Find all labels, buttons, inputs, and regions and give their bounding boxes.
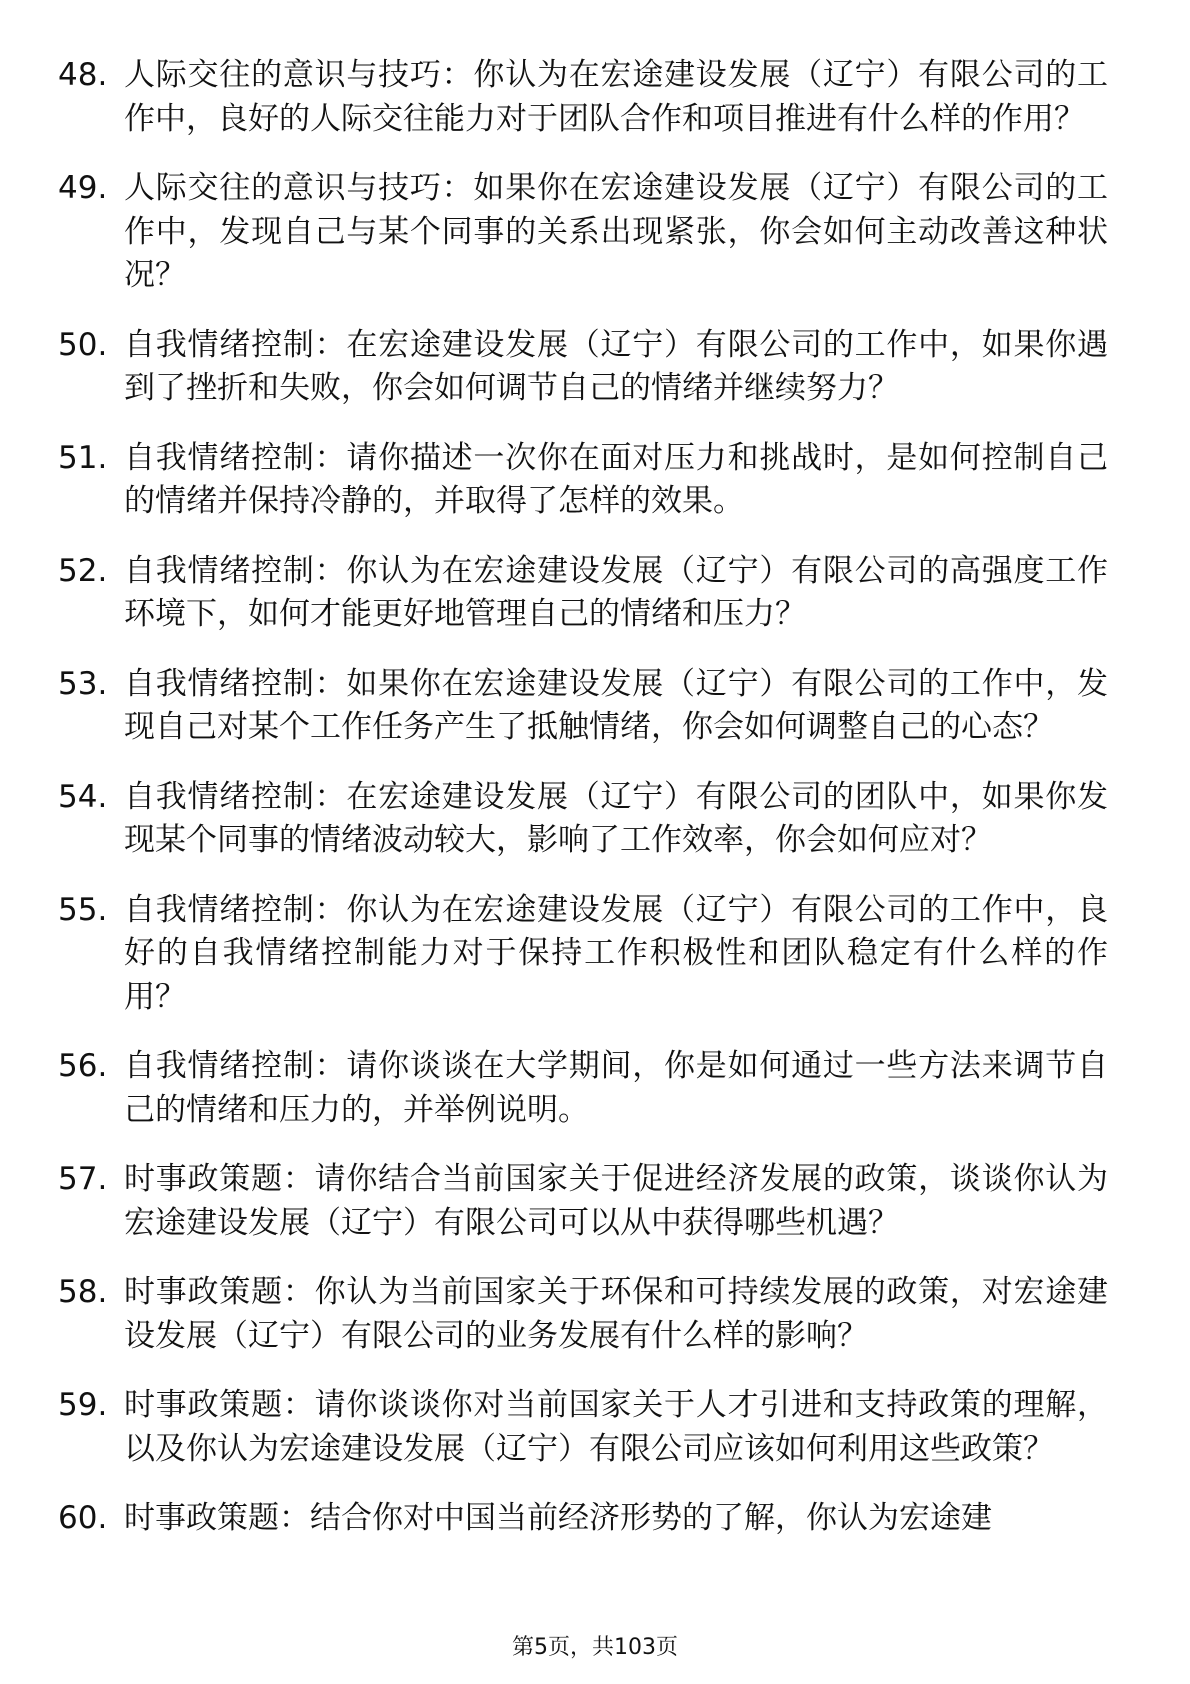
question-number: 52. (58, 552, 108, 589)
question-number: 55. (58, 891, 108, 928)
question-text: 时事政策题：请你结合当前国家关于促进经济发展的政策，谈谈你认为宏途建设发展（辽宁）有限公司可以从中获得哪些机遇？ (124, 1161, 1108, 1241)
question-text: 自我情绪控制：在宏途建设发展（辽宁）有限公司的工作中，如果你遇到了挫折和失败，你会如何调节自己的情绪并继续努力？ (124, 326, 1108, 406)
question-number: 51. (58, 439, 108, 476)
question-item (58, 54, 1108, 141)
question-item (58, 889, 1108, 1020)
page-footer: 第5页，共103页 (512, 1635, 678, 1660)
question-item (58, 1384, 1108, 1471)
question-text: 自我情绪控制：你认为在宏途建设发展（辽宁）有限公司的工作中，良好的自我情绪控制能力对于保持工作积极性和团队稳定有什么样的作用？ (124, 891, 1108, 1015)
question-item (58, 550, 1108, 637)
question-text: 时事政策题：你认为当前国家关于环保和可持续发展的政策，对宏途建设发展（辽宁）有限公司的业务发展有什么样的影响？ (124, 1274, 1108, 1354)
question-text: 时事政策题：请你谈谈你对当前国家关于人才引进和支持政策的理解，以及你认为宏途建设发展（辽宁）有限公司应该如何利用这些政策？ (124, 1387, 1108, 1467)
question-item (58, 776, 1108, 863)
question-text: 时事政策题：结合你对中国当前经济形势的了解，你认为宏途建 (124, 1500, 992, 1536)
question-number: 54. (58, 778, 108, 815)
question-item (58, 1045, 1108, 1132)
question-item (58, 1497, 1108, 1541)
question-item (58, 663, 1108, 750)
question-number: 59. (58, 1387, 108, 1423)
question-number: 53. (58, 665, 108, 702)
question-item (58, 437, 1108, 524)
question-number: 56. (58, 1048, 108, 1084)
question-text: 自我情绪控制：请你描述一次你在面对压力和挑战时，是如何控制自己的情绪并保持冷静的，并取得了怎样的效果。 (124, 439, 1108, 519)
question-number: 60. (58, 1500, 108, 1536)
question-item (58, 167, 1108, 298)
question-number: 49. (58, 170, 108, 206)
question-text: 自我情绪控制：请你谈谈在大学期间，你是如何通过一些方法来调节自己的情绪和压力的，并举例说明。 (124, 1048, 1108, 1128)
question-item (58, 1158, 1108, 1245)
question-text: 自我情绪控制：你认为在宏途建设发展（辽宁）有限公司的高强度工作环境下，如何才能更好地管理自己的情绪和压力？ (124, 552, 1108, 632)
question-number: 57. (58, 1161, 108, 1197)
question-item (58, 1271, 1108, 1358)
question-text: 自我情绪控制：如果你在宏途建设发展（辽宁）有限公司的工作中，发现自己对某个工作任务产生了抵触情绪，你会如何调整自己的心态？ (124, 665, 1108, 745)
question-number: 50. (58, 326, 108, 363)
question-text: 自我情绪控制：在宏途建设发展（辽宁）有限公司的团队中，如果你发现某个同事的情绪波动较大，影响了工作效率，你会如何应对？ (124, 778, 1108, 858)
question-number: 58. (58, 1274, 108, 1310)
question-list (58, 54, 1108, 1567)
question-item (58, 324, 1108, 411)
question-number: 48. (58, 57, 108, 93)
question-text: 人际交往的意识与技巧：如果你在宏途建设发展（辽宁）有限公司的工作中，发现自己与某个同事的关系出现紧张，你会如何主动改善这种状况？ (124, 170, 1108, 293)
question-text: 人际交往的意识与技巧：你认为在宏途建设发展（辽宁）有限公司的工作中，良好的人际交往能力对于团队合作和项目推进有什么样的作用？ (124, 57, 1108, 137)
